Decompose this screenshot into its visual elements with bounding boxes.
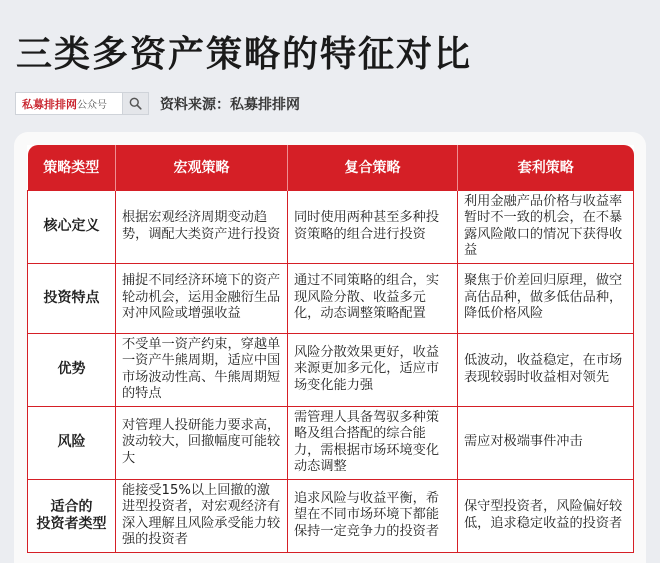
brand-name: 私募排排网 xyxy=(22,97,77,111)
row-label: 核心定义 xyxy=(28,190,116,263)
header-composite: 复合策略 xyxy=(288,145,458,190)
table-cell: 利用金融产品价格与收益率暂时不一致的机会，在不暴露风险敞口的情况下获得收益 xyxy=(458,190,634,263)
row-label: 投资特点 xyxy=(28,263,116,333)
row-label: 适合的 投资者类型 xyxy=(28,479,116,552)
table-row xyxy=(28,333,634,406)
table-row xyxy=(28,263,634,333)
row-label: 风险 xyxy=(28,406,116,479)
table-cell: 不受单一资产约束，穿越单一资产牛熊周期，适应中国市场波动性高、牛熊周期短的特点 xyxy=(116,333,288,406)
search-icon xyxy=(129,97,142,110)
table-cell: 同时使用两种甚至多种投资策略的组合进行投资 xyxy=(288,190,458,263)
data-source: 资料来源：私募排排网 xyxy=(160,97,300,113)
page-title: 三类多资产策略的特征对比 xyxy=(16,34,473,75)
table-cell: 追求风险与收益平衡，希望在不同市场环境下都能保持一定竞争力的投资者 xyxy=(288,479,458,552)
table-header-row xyxy=(28,145,634,190)
comparison-table xyxy=(27,145,634,553)
table-row xyxy=(28,406,634,479)
table-row xyxy=(28,479,634,552)
table-cell: 能接受15%以上回撤的激进型投资者，对宏观经济有深入理解且风险承受能力较强的投资者 xyxy=(116,479,288,552)
table-cell: 根据宏观经济周期变动趋势，调配大类资产进行投资 xyxy=(116,190,288,263)
brand-suffix: 公众号 xyxy=(77,100,107,111)
table-cell: 需应对极端事件冲击 xyxy=(458,406,634,479)
account-search-box[interactable] xyxy=(15,92,149,115)
table-cell: 通过不同策略的组合，实现风险分散、收益多元化，动态调整策略配置 xyxy=(288,263,458,333)
row-label: 优势 xyxy=(28,333,116,406)
table-cell: 风险分散效果更好，收益来源更加多元化，适应市场变化能力强 xyxy=(288,333,458,406)
header-strategy-type: 策略类型 xyxy=(28,145,116,190)
search-button[interactable] xyxy=(122,93,148,114)
table-cell: 捕捉不同经济环境下的资产轮动机会，运用金融衍生品对冲风险或增强收益 xyxy=(116,263,288,333)
table-cell: 聚焦于价差回归原理，做空高估品种，做多低估品种，降低价格风险 xyxy=(458,263,634,333)
header-arbitrage: 套利策略 xyxy=(458,145,634,190)
table-cell: 保守型投资者，风险偏好较低，追求稳定收益的投资者 xyxy=(458,479,634,552)
table-cell: 需管理人具备驾驭多种策略及组合搭配的综合能力，需根据市场环境变化动态调整 xyxy=(288,406,458,479)
header-macro: 宏观策略 xyxy=(116,145,288,190)
table-cell: 对管理人投研能力要求高，波动较大，回撤幅度可能较大 xyxy=(116,406,288,479)
table-row xyxy=(28,190,634,263)
table-cell: 低波动，收益稳定，在市场表现较弱时收益相对领先 xyxy=(458,333,634,406)
